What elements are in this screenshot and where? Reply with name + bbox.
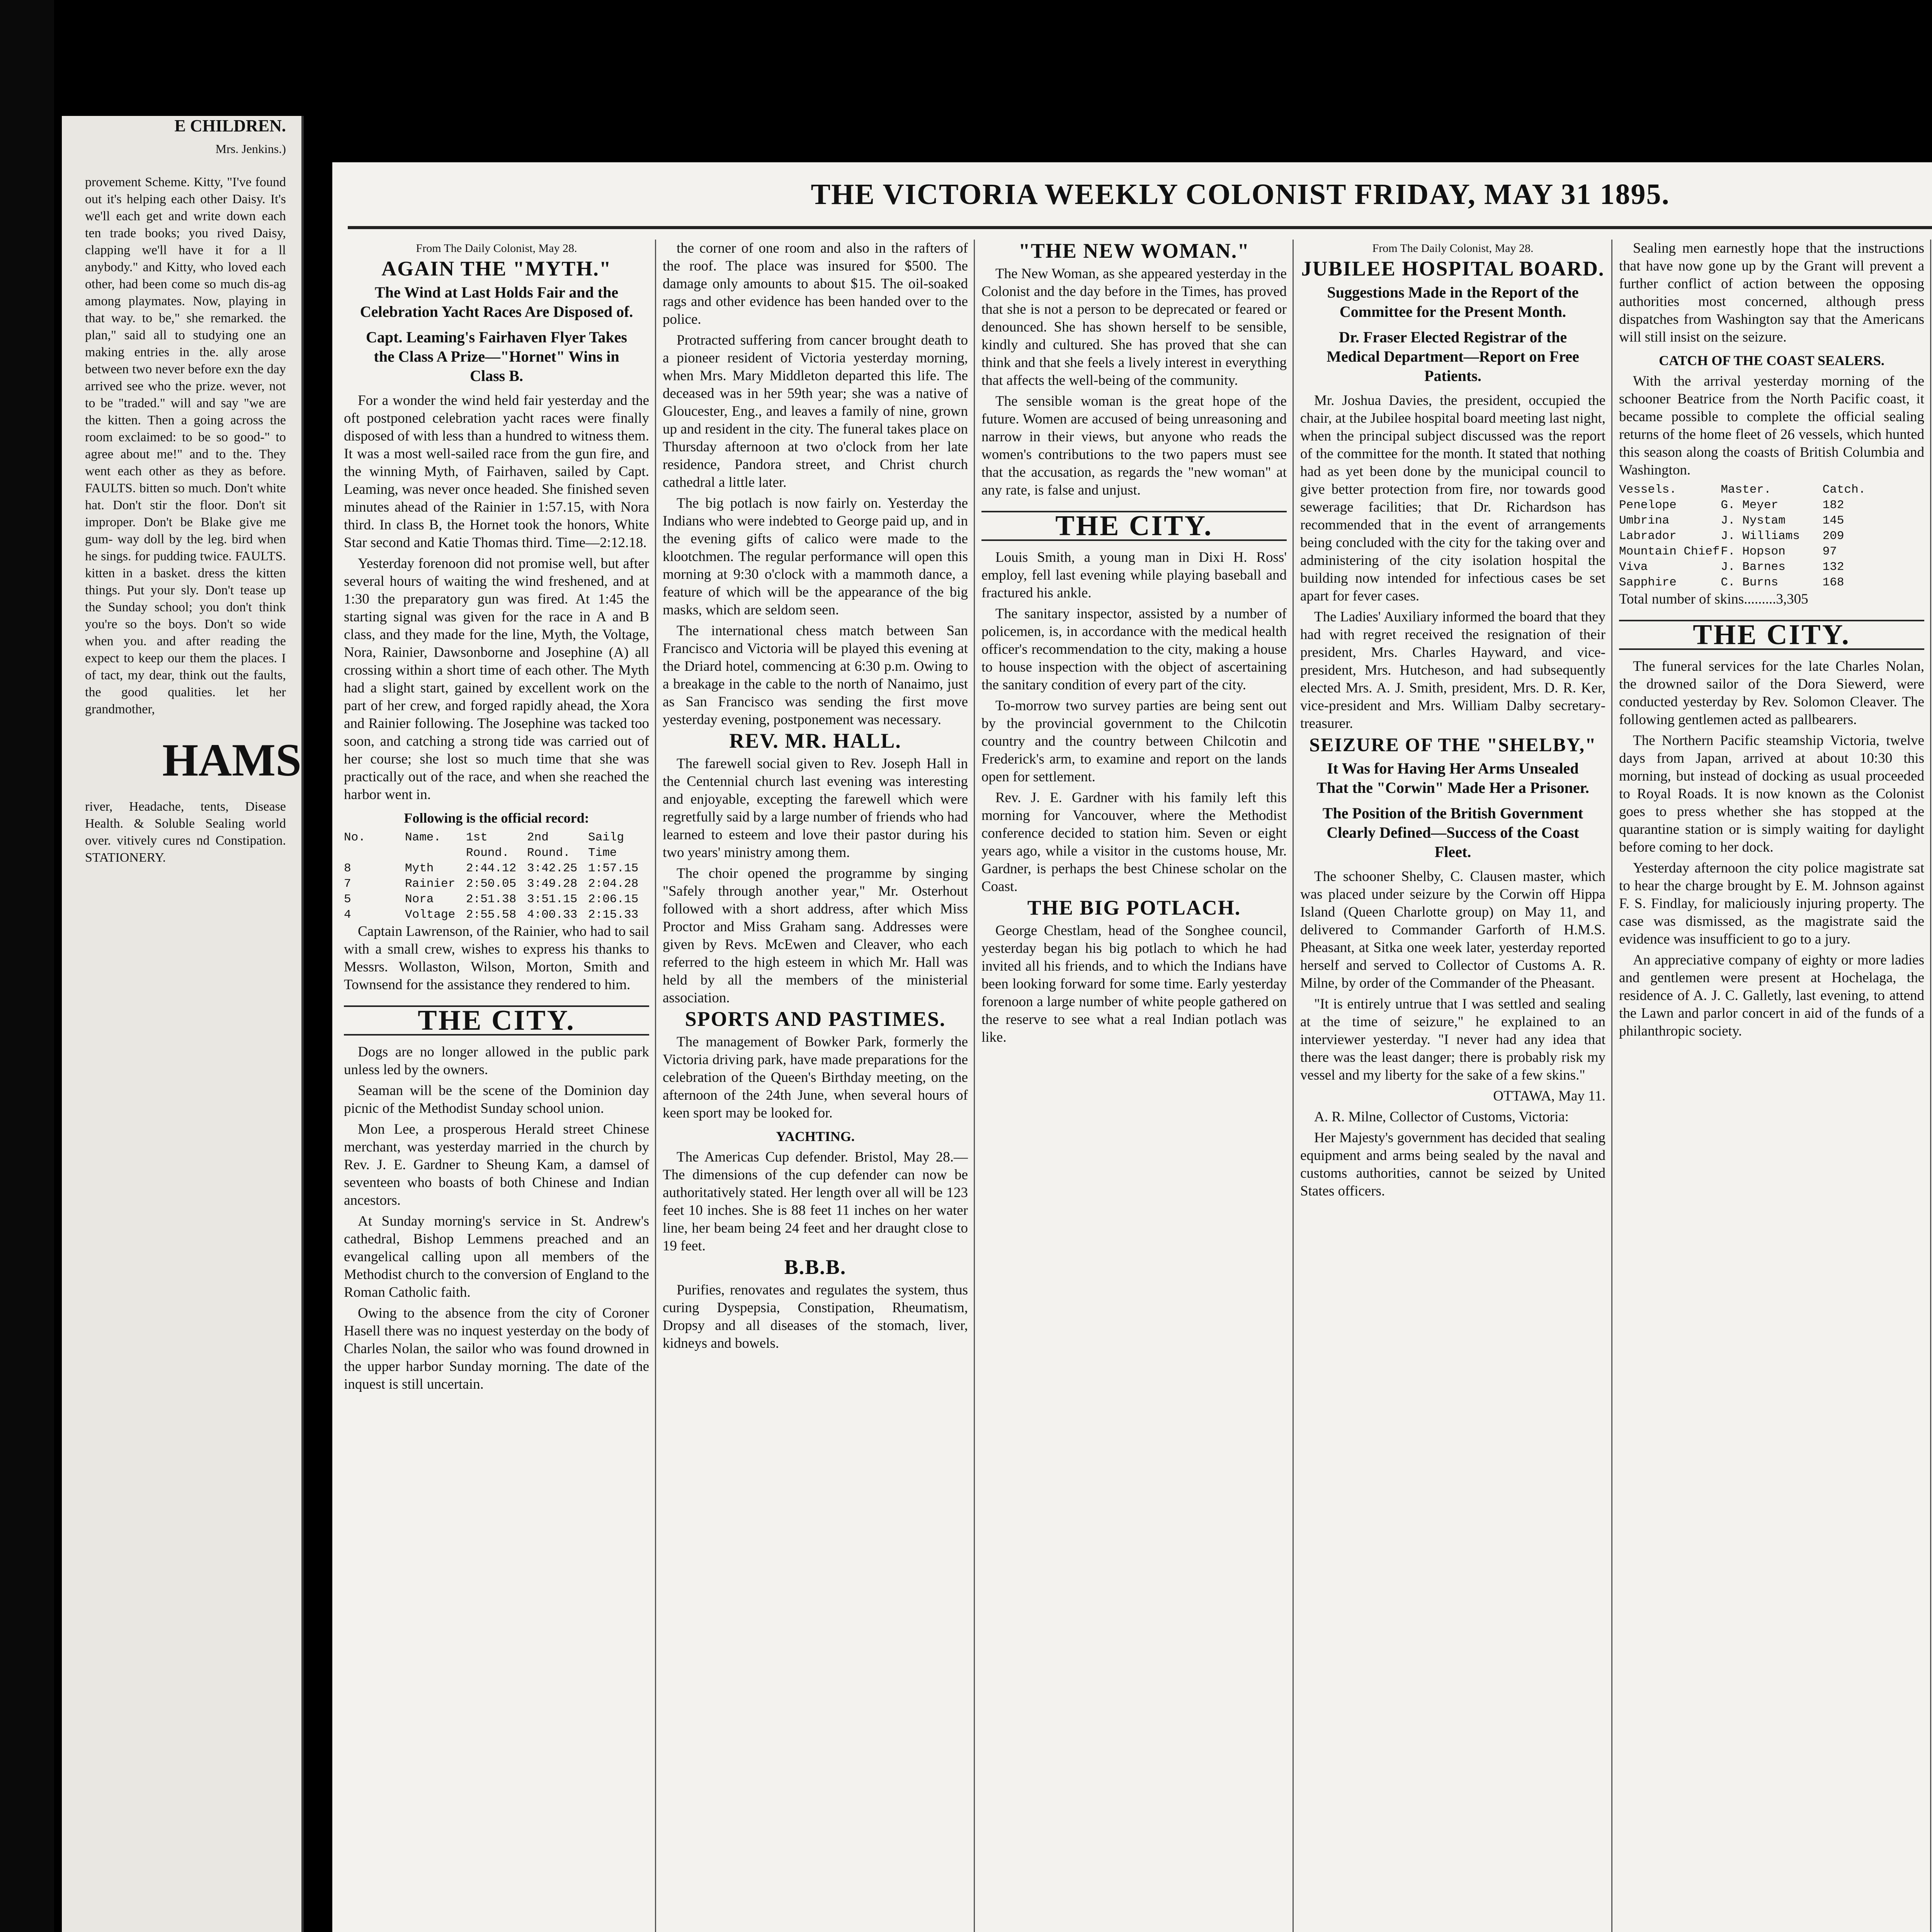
article-paragraph: Yesterday forenoon did not promise well, but after several hours of waiting the wind freshened, and at 1:30 the preparatory gun was fired. At 1:45 the starting signal was given for the race in A and B class, and they made for the line, Myth, the Voltage, Nora, Rainier, Dawsonborne and Josephine (A) all crossing within a short time of each other. The Myth had a slight start, gained by excellent work on the part of her crew, and forged rapidly ahead, the Xora and Rainier following. The Josephine was tacked too soon, and catching a strong tide was carried out of her course; she lost so much time that she was practically out of the race, and when she reached the harbor went in. [344, 556, 649, 803]
catch-cell: Labrador [1619, 529, 1677, 543]
catch-cell: J. Barnes [1721, 560, 1786, 574]
catch-col-head: Master. [1721, 483, 1771, 497]
catch-cell: 182 [1822, 498, 1844, 512]
results-cell: 1:57.15 [588, 862, 639, 875]
article-headline: AGAIN THE "MYTH." [381, 257, 612, 280]
article-paragraph: The farewell social given to Rev. Joseph Hall in the Centennial church last evening was interesting and enjoyable, excepting the farewell which were regretfully said by a large number of friends who had learned to esteem and love their pastor during his two years' ministry among them. [663, 756, 968, 861]
results-col-head: Sailg Time [588, 831, 624, 860]
article-deck: Suggestions Made in the Report of the Committee for the Present Month. [1327, 284, 1579, 320]
article-deck: Capt. Leaming's Fairhaven Flyer Takes the Class A Prize—"Hornet" Wins in Class B. [366, 328, 627, 384]
results-cell: 4:00.33 [527, 908, 578, 922]
results-cell: 2:15.33 [588, 908, 639, 922]
article-paragraph: Dogs are no longer allowed in the public park unless led by the owners. [344, 1044, 649, 1078]
results-cell: Myth [405, 862, 434, 875]
catch-cell: 168 [1822, 576, 1844, 589]
article-paragraph: The Ladies' Auxiliary informed the board that they had with regret received the resignation of their president, Mrs. Charles Hayward, and vice-president, Mrs. Hutcheson, and had subsequently elected Mrs. A. J. Smith, president, Mrs. D. R. Ker, vice-president and Mrs. William Dalby secretary-treasurer. [1300, 609, 1605, 731]
article-paragraph: Yesterday afternoon the city police magistrate sat to hear the charge brought by E. M. Johnson against F. S. Findlay, for maliciously injuring property. The case was dismissed, as the magistrate said the evidence was insufficient to go to a jury. [1619, 860, 1924, 947]
article-paragraph: Her Majesty's government has decided that sealing equipment and arms being sealed by the naval and customs authorities, cannot be seized by United States officers. [1300, 1130, 1605, 1199]
masthead-rule [348, 226, 1932, 229]
catch-cell: Mountain Chief [1619, 545, 1720, 558]
article-paragraph: An appreciative company of eighty or more ladies and gentlemen were present at Hochelaga, the residence of A. J. C. Galletly, last evening, to attend the Lawn and parlor concert in aid of the funds of a philanthropic society. [1619, 952, 1924, 1039]
results-cell: 2:04.28 [588, 877, 639, 891]
results-cell: 3:49.28 [527, 877, 578, 891]
results-title: Following is the official record: [404, 810, 589, 826]
article-paragraph: Rev. J. E. Gardner with his family left this morning for Vancouver, where the Methodist conference decided to station him. Seven or eight years ago, while a visitor in the customs house, Mr. Gardner, is perhaps the best Chinese scholar on the Coast. [981, 790, 1287, 895]
catch-row [1619, 544, 1924, 560]
results-cell: 3:42.25 [527, 862, 578, 875]
article-deck: The Wind at Last Holds Fair and the Celebration Yacht Races Are Disposed of. [360, 284, 633, 320]
column-divider [655, 240, 656, 1932]
fold-ad-text: river, Headache, tents, Disease Health. & Soluble Sealing world over. vitively cures nd Constipation. STATIONERY. [85, 799, 286, 865]
results-col-head: 1st Round. [466, 831, 509, 860]
catch-cell: 132 [1822, 560, 1844, 574]
article-paragraph: The international chess match between San Francisco and Victoria will be played this evening at the Driard hotel, commencing at 6:30 p.m. Owing to a breakage in the cable to the north of Nanaimo, just as San Francisco was sending the first move yesterday evening, postponement was necessary. [663, 623, 968, 728]
article-paragraph: Louis Smith, a young man in Dixi H. Ross' employ, fell last evening while playing baseball and fractured his ankle. [981, 549, 1287, 601]
ad-heading: B.B.B. [784, 1255, 847, 1279]
article-paragraph: Sealing men earnestly hope that the instructions that have now gone up by the Grant will prevent a further conflict of action between the opposing authorities most concerned, although press dispatches from Washington say that the Americans will still insist on the seizure. [1619, 240, 1924, 345]
article-paragraph: Mon Lee, a prosperous Herald street Chinese merchant, was yesterday married in the church by Rev. J. E. Gardner to Sheung Kam, a damsel of seventeen who boasts of both Chinese and Indian ancestors. [344, 1121, 649, 1208]
catch-cell: J. Nystam [1721, 514, 1786, 527]
masthead [332, 174, 1932, 224]
catch-row [1619, 560, 1924, 575]
column-divider [1930, 240, 1931, 1932]
catch-cell: Sapphire [1619, 576, 1677, 589]
column-divider [974, 240, 975, 1932]
results-cell: 2:50.05 [466, 877, 517, 891]
article-paragraph: Mr. Joshua Davies, the president, occupied the chair, at the Jubilee hospital board meeting last night, when the principal subject discussed was the report of the committee for the month. It stated that nothing had as yet been done by the municipal council to give better protection from fire, nor towards good sewerage facilities; that Dr. Richardson has recommended that in the event of arrangements being concluded with the city for the taking over and administering of the city isolation hospital the building now intended for infectious cases be set apart for fever cases. [1300, 393, 1605, 604]
catch-cell: 209 [1822, 529, 1844, 543]
column-4 [1300, 240, 1605, 1932]
article-dateline: From The Daily Colonist, May 28. [1372, 242, 1534, 255]
column-divider [1293, 240, 1294, 1932]
catch-row [1619, 513, 1924, 529]
results-cell: 2:51.38 [466, 893, 517, 906]
column-3 [981, 240, 1287, 1932]
results-cell: 4 [344, 908, 351, 922]
article-paragraph: The sensible woman is the great hope of the future. Women are accused of being unreasoning and narrow in their views, but anyone who reads the women's contributions to the two papers must see that the accusation, as regards the "new woman" at any rate, is false and unjust. [981, 393, 1287, 498]
telegram-dateline: OTTAWA, May 11. [1493, 1088, 1605, 1104]
results-cell: 5 [344, 893, 351, 906]
results-cell: Voltage [405, 908, 456, 922]
fold-ad-title: HAMS [162, 734, 301, 786]
catch-col-head: Catch. [1822, 483, 1866, 497]
left-page-fold [62, 116, 304, 1932]
article-paragraph: Seaman will be the scene of the Dominion day picnic of the Methodist Sunday school union. [344, 1083, 649, 1116]
catch-row [1619, 575, 1924, 590]
results-row [344, 861, 649, 876]
section-heading: THE CITY. [344, 1005, 649, 1036]
column-5 [1619, 240, 1924, 1932]
results-cell: 2:44.12 [466, 862, 517, 875]
newspaper-page [332, 162, 1932, 1932]
catch-row [1619, 498, 1924, 513]
results-cell: 2:06.15 [588, 893, 639, 906]
article-deck: Dr. Fraser Elected Registrar of the Medical Department—Report on Free Patients. [1327, 328, 1579, 384]
fold-byline: Mrs. Jenkins.) [215, 142, 286, 156]
catch-cell: J. Williams [1721, 529, 1800, 543]
article-paragraph: the corner of one room and also in the rafters of the roof. The place was insured for $500. The damage only amounts to about $15. The oil-soaked rags and other evidence has been handed over to the police. [663, 240, 968, 327]
article-paragraph: The sanitary inspector, assisted by a number of policemen, is, in accordance with the medical health officer's recommendation to the city, making a house to house inspection with the object of ascertaining the sanitary condition of every part of the city. [981, 606, 1287, 693]
article-paragraph: With the arrival yesterday morning of the schooner Beatrice from the North Pacific coast, it became possible to complete the official sealing returns of the home fleet of 26 vessels, which hunted this season along the coasts of British Columbia and Washington. [1619, 373, 1924, 478]
article-paragraph: "It is entirely untrue that I was settled and sealing at the time of seizure," he explained to an interviewer yesterday. "I never had any idea that there was the least danger; there is probably risk my vessel and my liberty for the sake of a few skins." [1300, 996, 1605, 1083]
catch-cell: Viva [1619, 560, 1648, 574]
catch-cell: Penelope [1619, 498, 1677, 512]
results-col-head: 2nd Round. [527, 831, 570, 860]
article-headline: SEIZURE OF THE "SHELBY," [1309, 734, 1597, 755]
article-paragraph: The Americas Cup defender. Bristol, May 28.—The dimensions of the cup defender can now be authoritatively stated. Her length over all will be 123 feet 10 inches. She is 88 feet 11 inches on her water line, her beam being 24 feet and her draught close to 19 feet. [663, 1149, 968, 1254]
article-paragraph: The New Woman, as she appeared yesterday in the Colonist and the day before in the Times, has proved that she is not a person to be deprecated or feared or denounced. She has shown herself to be sensible, kindly and cultured. She has proved that she can think and that she feels a lively interest in everything that affects the well-being of the community. [981, 266, 1287, 388]
results-cell: 8 [344, 862, 351, 875]
fold-heading: E CHILDREN. [174, 116, 286, 135]
table-title: CATCH OF THE COAST SEALERS. [1659, 353, 1884, 368]
results-row [344, 907, 649, 923]
ad-paragraph: Purifies, renovates and regulates the system, thus curing Dyspepsia, Constipation, Rheumatism, Dropsy and all diseases of the stomach, liver, kidneys and bowels. [663, 1282, 968, 1351]
article-paragraph: To-morrow two survey parties are being sent out by the provincial government to the Chilcotin country and the country between Chilcotin and Frederick's arm, to examine and report on the lands open for settlement. [981, 698, 1287, 785]
article-paragraph: For a wonder the wind held fair yesterday and the oft postponed celebration yacht races were finally disposed of with less than a hundred to witness them. It was a most well-sailed race from the gun fire, and the winning Myth, of Fairhaven, sailed by Capt. Leaming, was never once headed. She finished seven minutes ahead of the Rainier in 1:57.15, with Nora third. In class B, the Hornet took the honors, White Star second and Katie Thomas third. Time—2:12.18. [344, 393, 649, 551]
results-cell: 7 [344, 877, 351, 891]
section-heading: THE CITY. [1619, 620, 1924, 650]
section-heading: SPORTS AND PASTIMES. [685, 1007, 946, 1031]
results-cell: 3:51.15 [527, 893, 578, 906]
article-paragraph: The funeral services for the late Charles Nolan, the drowned sailor of the Dora Siewerd, were conducted yesterday by Rev. Solomon Cleaver. The following gentlemen acted as pallbearers. [1619, 658, 1924, 728]
results-cell: Rainier [405, 877, 456, 891]
catch-cell: G. Meyer [1721, 498, 1779, 512]
results-cell: 2:55.58 [466, 908, 517, 922]
masthead-title: THE VICTORIA WEEKLY COLONIST FRIDAY, MAY 31 1895. [811, 178, 1670, 211]
results-col-head: No. [344, 831, 366, 844]
article-paragraph: Owing to the absence from the city of Coroner Hasell there was no inquest yesterday on the body of Charles Nolan, the sailor who was found drowned in the upper harbor Sunday morning. The date of the inquest is still uncertain. [344, 1305, 649, 1392]
section-heading: REV. MR. HALL. [729, 729, 901, 752]
article-paragraph: The choir opened the programme by singing "Safely through another year," Mr. Osterhout followed with a short address, after which Miss Proctor and Miss Graham sang. Addresses were given by Revs. McEwen and Cleaver, who each referred to the high esteem in which Mr. Hall was held by all the members of the ministerial association. [663, 866, 968, 1006]
catch-cell: C. Burns [1721, 576, 1779, 589]
section-heading: THE CITY. [981, 511, 1287, 541]
catch-header [1619, 482, 1924, 498]
results-col-head: Name. [405, 831, 441, 844]
article-paragraph: George Chestlam, head of the Songhee council, yesterday began his big potlach to which he had invited all his friends, and to which the Indians have been looking forward for some time. Early yesterday forenoon a large number of white people gathered on the reserve to see what a real Indian potlach was like. [981, 923, 1287, 1045]
article-paragraph: The management of Bowker Park, formerly the Victoria driving park, have made preparations for the celebration of the Queen's Birthday meeting, on the afternoon of the 24th June, when several hours of keen sport may be looked for. [663, 1034, 968, 1121]
column-2 [663, 240, 968, 1932]
article-headline: JUBILEE HOSPITAL BOARD. [1301, 257, 1605, 280]
subsection-heading: YACHTING. [776, 1129, 855, 1144]
article-paragraph: Protracted suffering from cancer brought death to a pioneer resident of Victoria yesterday morning, when Mrs. Mary Middleton departed this life. The deceased was in her 59th year; she was a native of Gloucester, Eng., and leaves a family of nine, grown up and resident in the city. The funeral takes place on Thursday afternoon at two o'clock from her late residence, Pandora street, and Christ church cathedral a little later. [663, 332, 968, 490]
fold-text: provement Scheme. Kitty, "I've found out it's helping each other Daisy. It's we'll each get and write down each ten trade books; you rived Daisy, clapping we'll have it for a ll anybody." and Kitty, who loved each other, had been come so much dis-ag among playmates. Now, playing in that way. to be," she remarked. the plan," said all to studying one an making entries in the. ally arose between two never before exn the day arrived see who the prize. wever, not to be "traded." will and say "we are the kitten. Then a going across the room exclaimed: to be so good-" to agree about me!" and to the. They went each other as they as before. FAULTS. bitten so much. Don't white hat. Don't stir the floor. Don't sit improper. Don't be Blake give me gum- way doll by the leg. bird when he sings. for pudding twice. FAULTS. kitten in a basket. dress the kitten things. Put your sly. Don't tease up the Sunday school; you don't think you're so the boys. Don't so wide when you. and after reading the expect to keep our them the places. I of tact, my dear, think out the faults, the good qualities. let her grandmother, [85, 175, 286, 716]
catch-cell: 145 [1822, 514, 1844, 527]
column-divider [1611, 240, 1612, 1932]
results-cell: Nora [405, 893, 434, 906]
article-deck: The Position of the British Government Clearly Defined—Success of the Coast Fleet. [1322, 804, 1583, 861]
column-1 [344, 240, 649, 1932]
catch-col-head: Vessels. [1619, 483, 1677, 497]
catch-row [1619, 529, 1924, 544]
article-headline: "THE NEW WOMAN." [1018, 240, 1250, 262]
article-paragraph: Captain Lawrenson, of the Rainier, who had to sail with a small crew, wishes to express his thanks to Messrs. Wollaston, Wilson, Morton, Smith and Townsend for the assistance they rendered to him. [344, 923, 649, 993]
article-paragraph: The Northern Pacific steamship Victoria, twelve days from Japan, arrived at about 10:30 this morning, but instead of docking as usual proceeded to Royal Roads. It is now known as the Colonist goes to press whether she has stopped at the quarantine station or is simply waiting for daylight before coming to her dock. [1619, 733, 1924, 855]
section-heading: THE BIG POTLACH. [1027, 896, 1241, 919]
article-paragraph: The big potlach is now fairly on. Yesterday the Indians who were indebted to George paid up, and in the evening gifts of calico were made to the klootchmen. The regular performance will open this morning at 9:30 o'clock with a mammoth dance, a feature of which will be the appearance of the big masks, which are seldom seen. [663, 495, 968, 618]
scan-border-left [0, 0, 54, 1932]
catch-total: Total number of skins.........3,305 [1619, 591, 1808, 607]
results-row [344, 876, 649, 892]
catch-cell: F. Hopson [1721, 545, 1786, 558]
catch-cell: 97 [1822, 545, 1837, 558]
article-paragraph: The schooner Shelby, C. Clausen master, which was placed under seizure by the Corwin off Hippa Island (Queen Charlotte group) on May 11, and delivered to Commander Garforth of H.M.S. Pheasant, at Sitka one week later, yesterday reported herself and served to Collector of Customs A. R. Milne, by order of the Commander of the Pheasant. [1300, 869, 1605, 991]
article-dateline: From The Daily Colonist, May 28. [416, 242, 577, 255]
telegram-addressee: A. R. Milne, Collector of Customs, Victoria: [1314, 1109, 1569, 1125]
results-header [344, 830, 649, 861]
article-paragraph: At Sunday morning's service in St. Andrew's cathedral, Bishop Lemmens preached and an evangelical calling upon all members of the Methodist church to the conversion of England to the Roman Catholic faith. [344, 1213, 649, 1300]
catch-cell: Umbrina [1619, 514, 1670, 527]
results-row [344, 892, 649, 907]
article-deck: It Was for Having Her Arms Unsealed That the "Corwin" Made Her a Prisoner. [1316, 760, 1589, 796]
